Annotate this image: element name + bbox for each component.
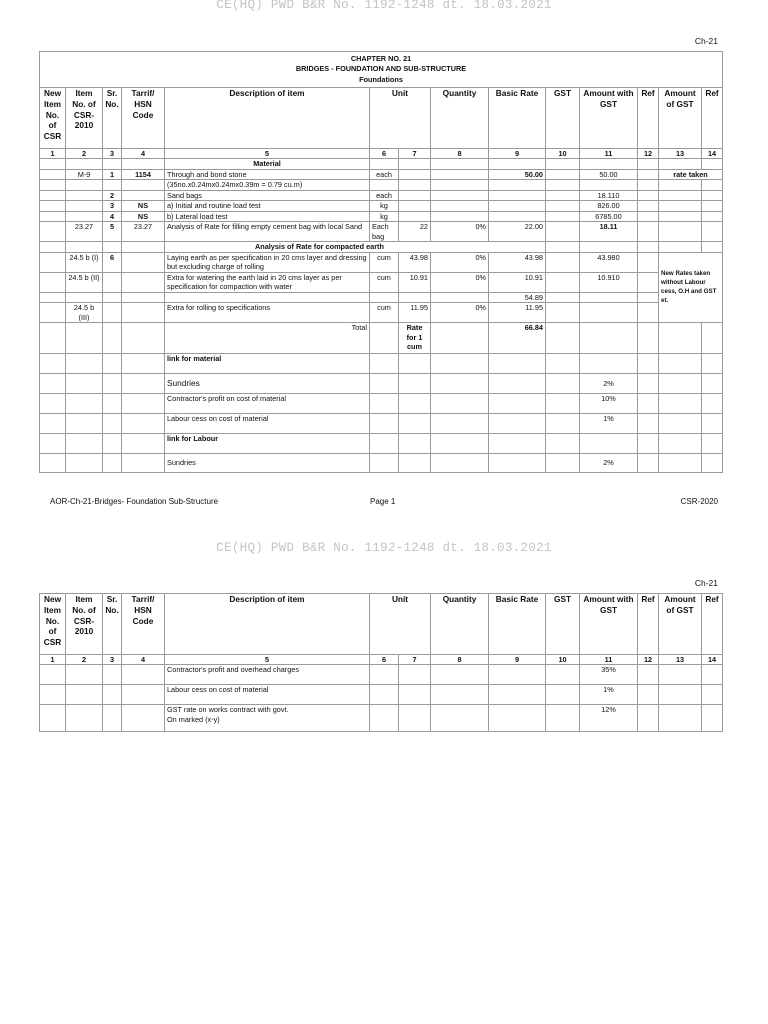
col-number: 9 bbox=[489, 655, 546, 665]
col-number: 6 bbox=[370, 655, 399, 665]
col-number: 3 bbox=[103, 149, 122, 159]
item-no: 24.5 b (II) bbox=[66, 272, 103, 292]
link-for-labour: link for Labour bbox=[165, 434, 370, 454]
description: Extra for rolling to specifications bbox=[165, 303, 370, 323]
quantity: 0% bbox=[431, 252, 489, 272]
header-unit: Unit bbox=[370, 594, 431, 655]
table-row bbox=[40, 169, 723, 179]
description: Laying earth as per specification in 20 cms layer and dressing but excluding charge of rolling bbox=[165, 252, 370, 272]
col-number: 1 bbox=[40, 149, 66, 159]
amount: 1% bbox=[580, 414, 638, 434]
header-new-item: New Item No. of CSR bbox=[40, 594, 66, 655]
unit: cum bbox=[370, 303, 399, 323]
amount: 826.00 bbox=[580, 201, 638, 211]
table-row bbox=[40, 303, 723, 323]
table-row bbox=[40, 222, 723, 242]
gst-marked-label: On marked (x-y) bbox=[167, 714, 220, 724]
header-description: Description of item bbox=[165, 594, 370, 655]
rate-analysis-table-continued bbox=[39, 593, 723, 732]
link-for-material: link for material bbox=[165, 354, 370, 374]
total-basic-rate: 66.84 bbox=[489, 323, 546, 354]
material-heading: Material bbox=[165, 159, 370, 169]
col-number: 3 bbox=[103, 655, 122, 665]
unit: kg bbox=[370, 211, 399, 221]
amount: 10% bbox=[580, 394, 638, 414]
table-row bbox=[40, 180, 723, 190]
header-tariff: Tarrif/ HSN Code bbox=[122, 88, 165, 149]
col-number: 8 bbox=[431, 149, 489, 159]
col-number: 12 bbox=[638, 149, 659, 159]
header-basic-rate: Basic Rate bbox=[489, 594, 546, 655]
table-row bbox=[40, 252, 723, 272]
rate-note: rate taken bbox=[659, 169, 723, 179]
unit-value: 43.98 bbox=[399, 252, 431, 272]
table-row bbox=[40, 292, 723, 302]
unit: cum bbox=[370, 272, 399, 292]
description: b) Lateral load test bbox=[165, 211, 370, 221]
header-gst: GST bbox=[546, 88, 580, 149]
sr-no: 4 bbox=[103, 211, 122, 221]
col-number: 4 bbox=[122, 655, 165, 665]
item-no: 24.5 b (I) bbox=[66, 252, 103, 272]
chapter-subtitle: BRIDGES - FOUNDATION AND SUB-STRUCTURE bbox=[295, 64, 467, 74]
amount: 1% bbox=[580, 685, 638, 705]
analysis-heading: Analysis of Rate for compacted earth bbox=[165, 242, 546, 252]
col-number: 10 bbox=[546, 149, 580, 159]
section-title: Foundations bbox=[359, 74, 403, 84]
footer-left: AOR-Ch-21-Bridges- Foundation Sub-Structure bbox=[50, 497, 219, 506]
amount: 50.00 bbox=[580, 169, 638, 179]
header-amount-with-gst: Amount with GST bbox=[580, 594, 638, 655]
description: Sundries bbox=[165, 454, 370, 473]
description: Sundries bbox=[165, 374, 370, 394]
chapter-tag: Ch-21 bbox=[694, 578, 718, 588]
header-item-no: Item No. of CSR-2010 bbox=[66, 594, 103, 655]
amount: 2% bbox=[580, 374, 638, 394]
col-number: 2 bbox=[66, 149, 103, 159]
table-row bbox=[40, 374, 723, 394]
amount: 18.110 bbox=[580, 190, 638, 200]
basic-rate: 11.95 bbox=[489, 303, 546, 323]
watermark: CE(HQ) PWD B&R No. 1192-1248 dt. 18.03.2021 bbox=[216, 541, 552, 555]
basic-rate: 50.00 bbox=[489, 169, 546, 179]
header-row bbox=[40, 88, 723, 149]
table-row bbox=[40, 414, 723, 434]
amount: 43.980 bbox=[580, 252, 638, 272]
sr-no: 1 bbox=[103, 169, 122, 179]
sr-no: 3 bbox=[103, 201, 122, 211]
table-row bbox=[40, 211, 723, 221]
quantity: 0% bbox=[431, 272, 489, 292]
unit: each bbox=[370, 169, 399, 179]
footer-right: CSR-2020 bbox=[680, 497, 718, 506]
total-label: Total bbox=[165, 323, 370, 354]
description: Sand bags bbox=[165, 190, 370, 200]
table-row bbox=[40, 394, 723, 414]
unit-value: 22 bbox=[399, 222, 431, 242]
col-number: 8 bbox=[431, 655, 489, 665]
unit-value: 11.95 bbox=[399, 303, 431, 323]
col-number: 13 bbox=[659, 655, 702, 665]
table-row bbox=[40, 685, 723, 705]
amount: 10.910 bbox=[580, 272, 638, 292]
tariff-code: NS bbox=[122, 211, 165, 221]
amount: 2% bbox=[580, 454, 638, 473]
column-number-row bbox=[40, 149, 723, 159]
quantity: 0% bbox=[431, 303, 489, 323]
amount: 6785.00 bbox=[580, 211, 638, 221]
col-number: 14 bbox=[702, 149, 723, 159]
header-ref-2: Ref bbox=[702, 594, 723, 655]
header-basic-rate: Basic Rate bbox=[489, 88, 546, 149]
footer-page: Page 1 bbox=[370, 497, 396, 506]
table-row bbox=[40, 454, 723, 473]
table-row bbox=[40, 434, 723, 454]
col-number: 9 bbox=[489, 149, 546, 159]
tariff-code: 23.27 bbox=[122, 222, 165, 242]
description: Analysis of Rate for filling empty cement bag with local Sand bbox=[165, 222, 370, 242]
col-number: 7 bbox=[399, 149, 431, 159]
material-heading-row bbox=[40, 159, 723, 169]
item-no: M-9 bbox=[66, 169, 103, 179]
header-ref: Ref bbox=[638, 88, 659, 149]
item-no: 24.5 b (III) bbox=[66, 303, 103, 323]
chapter-tag: Ch-21 bbox=[694, 36, 718, 46]
header-row bbox=[40, 594, 723, 655]
header-tariff: Tarrif/ HSN Code bbox=[122, 594, 165, 655]
chapter-title: CHAPTER NO. 21 bbox=[350, 53, 412, 63]
col-number: 12 bbox=[638, 655, 659, 665]
header-description: Description of item bbox=[165, 88, 370, 149]
amount: 35% bbox=[580, 665, 638, 685]
header-gst: GST bbox=[546, 594, 580, 655]
col-number: 7 bbox=[399, 655, 431, 665]
title-row bbox=[40, 52, 723, 88]
col-number: 5 bbox=[165, 149, 370, 159]
unit: kg bbox=[370, 201, 399, 211]
header-amount-of-gst: Amount of GST bbox=[659, 594, 702, 655]
col-number: 10 bbox=[546, 655, 580, 665]
item-no: 23.27 bbox=[66, 222, 103, 242]
column-number-row bbox=[40, 655, 723, 665]
col-number: 13 bbox=[659, 149, 702, 159]
col-number: 11 bbox=[580, 149, 638, 159]
header-unit: Unit bbox=[370, 88, 431, 149]
watermark: CE(HQ) PWD B&R No. 1192-1248 dt. 18.03.2021 bbox=[216, 0, 552, 12]
col-number: 14 bbox=[702, 655, 723, 665]
header-amount-of-gst: Amount of GST bbox=[659, 88, 702, 149]
sr-no: 6 bbox=[103, 252, 122, 272]
header-quantity: Quantity bbox=[431, 88, 489, 149]
basic-rate: 10.91 bbox=[489, 272, 546, 292]
header-sr: Sr. No. bbox=[103, 594, 122, 655]
description: Contractor's profit on cost of material bbox=[165, 394, 370, 414]
header-quantity: Quantity bbox=[431, 594, 489, 655]
description: Labour cess on cost of material bbox=[165, 414, 370, 434]
unit: Each bag bbox=[370, 222, 399, 242]
unit: cum bbox=[370, 252, 399, 272]
table-row bbox=[40, 190, 723, 200]
header-ref: Ref bbox=[638, 594, 659, 655]
description: Labour cess on cost of material bbox=[165, 685, 370, 705]
col-number: 11 bbox=[580, 655, 638, 665]
col-number: 4 bbox=[122, 149, 165, 159]
header-new-item: New Item No. of CSR bbox=[40, 88, 66, 149]
sr-no: 5 bbox=[103, 222, 122, 242]
description: Through and bond stone bbox=[165, 169, 370, 179]
total-row bbox=[40, 323, 723, 354]
tariff-code: NS bbox=[122, 201, 165, 211]
unit: each bbox=[370, 190, 399, 200]
subtotal: 54.89 bbox=[489, 292, 546, 302]
gst-rate-label: GST rate on works contract with govt. bbox=[167, 705, 289, 715]
basic-rate: 43.98 bbox=[489, 252, 546, 272]
description: (35no.x0.24mx0.24mx0.39m = 0.79 cu.m) bbox=[165, 180, 370, 190]
col-number: 1 bbox=[40, 655, 66, 665]
unit-value: 10.91 bbox=[399, 272, 431, 292]
rate-per-cum: Rate for 1 cum bbox=[399, 323, 431, 354]
col-number: 6 bbox=[370, 149, 399, 159]
header-sr: Sr. No. bbox=[103, 88, 122, 149]
header-amount-with-gst: Amount with GST bbox=[580, 88, 638, 149]
table-row bbox=[40, 665, 723, 685]
description bbox=[165, 705, 370, 732]
quantity: 0% bbox=[431, 222, 489, 242]
table-row bbox=[40, 201, 723, 211]
description: a) Initial and routine load test bbox=[165, 201, 370, 211]
description: Extra for watering the earth laid in 20 cms layer as per specification for compaction with water bbox=[165, 272, 370, 292]
basic-rate: 22.00 bbox=[489, 222, 546, 242]
tariff-code: 1154 bbox=[122, 169, 165, 179]
col-number: 2 bbox=[66, 655, 103, 665]
header-ref-2: Ref bbox=[702, 88, 723, 149]
rate-analysis-table bbox=[39, 51, 723, 473]
header-item-no: Item No. of CSR-2010 bbox=[66, 88, 103, 149]
new-rates-note: New Rates taken without Labour cess, O.H and GST et. bbox=[659, 252, 723, 322]
table-row bbox=[40, 354, 723, 374]
table-row bbox=[40, 705, 723, 732]
amount: 18.11 bbox=[580, 222, 638, 242]
sr-no: 2 bbox=[103, 190, 122, 200]
description: Contractor's profit and overhead charges bbox=[165, 665, 370, 685]
analysis-heading-row bbox=[40, 242, 723, 252]
table-row bbox=[40, 272, 723, 292]
col-number: 5 bbox=[165, 655, 370, 665]
amount: 12% bbox=[580, 705, 638, 732]
